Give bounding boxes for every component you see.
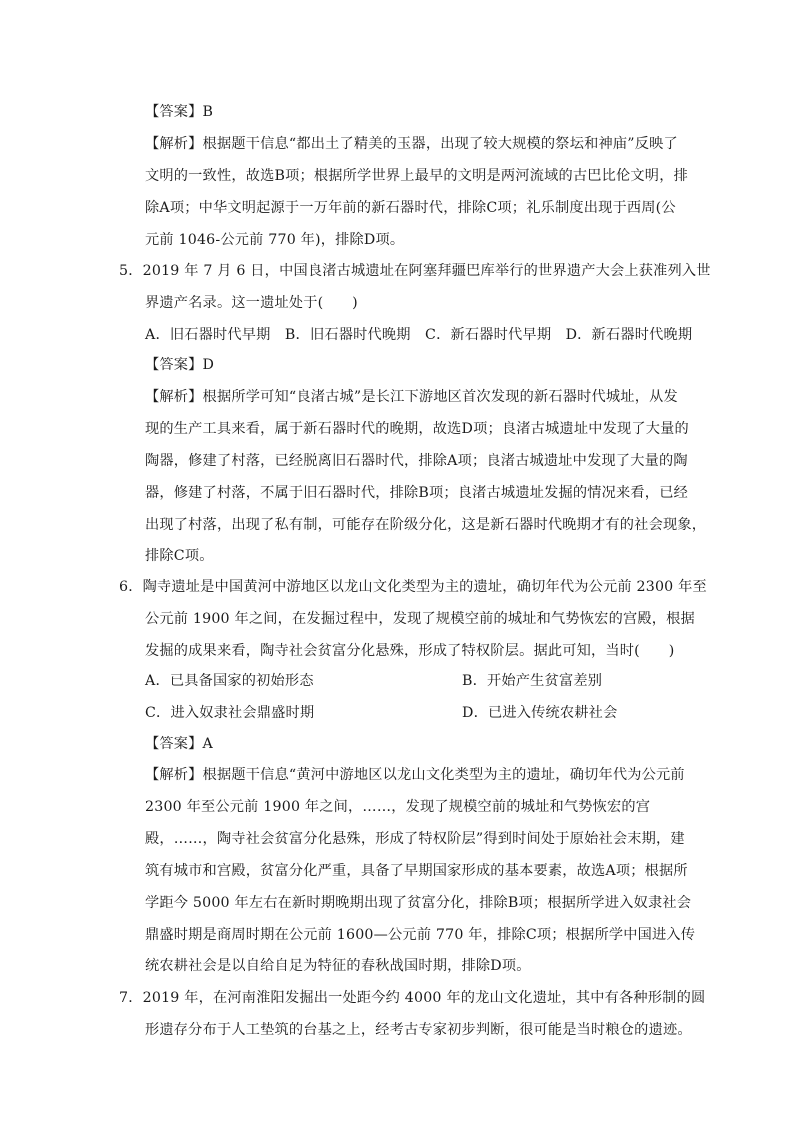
q6-stem-line-2: 公元前 1900 年之间，在发掘过程中，发现了规模空前的城址和气势恢宏的宫殿，根据 [145, 611, 695, 627]
q6-option-b: B．开始产生贫富差别 [462, 673, 603, 689]
q6-analysis-line-5: 学距今 5000 年左右在新时期晚期出现了贫富分化，排除B项；根据所学进入奴隶社会 [145, 895, 692, 911]
q5-analysis-line-6: 排除C项。 [145, 548, 214, 564]
q5-answer: 【答案】D [145, 357, 215, 373]
q6-option-d: D．已进入传统农耕社会 [462, 705, 618, 721]
q6-analysis-line-3: 殿，……，陶寺社会贫富分化悬殊，形成了特权阶层”得到时间处于原始社会末期，建 [145, 831, 685, 847]
q4-analysis-line-4: 元前 1046-公元前 770 年)，排除D项。 [145, 232, 405, 248]
q6-stem-line-3: 发掘的成果来看，陶寺社会贫富分化悬殊，形成了特权阶层。据此可知，当时( ) [145, 643, 675, 659]
q5-options: A．旧石器时代早期 B．旧石器时代晚期 C．新石器时代早期 D．新石器时代晚期 [145, 327, 693, 343]
q5-analysis-line-3: 陶器，修建了村落，已经脱离旧石器时代，排除A项；良渚古城遗址中发现了大量的陶 [145, 453, 688, 469]
q5-analysis-line-4: 器，修建了村落，不属于旧石器时代，排除B项；良渚古城遗址发掘的情况来看，已经 [145, 485, 688, 501]
q6-analysis-line-4: 筑有城市和宫殿，贫富分化严重，具备了早期国家形成的基本要素，故选A项；根据所 [145, 863, 688, 879]
q6-analysis-line-7: 统农耕社会是以自给自足为特征的春秋战国时期，排除D项。 [145, 958, 531, 974]
q5-analysis-line-1: 【解析】根据所学可知“良渚古城”是长江下游地区首次发现的新石器时代城址，从发 [145, 389, 678, 405]
q6-analysis-line-1: 【解析】根据题干信息“黄河中游地区以龙山文化类型为主的遗址，确切年代为公元前 [145, 767, 685, 783]
q7-stem-line-1: 7．2019 年，在河南淮阳发掘出一处距今约 4000 年的龙山文化遗址，其中有各种形制的圆 [119, 990, 706, 1006]
q6-option-c: C．进入奴隶社会鼎盛时期 [145, 705, 315, 721]
q5-stem-line-2: 界遗产名录。这一遗址处于( ) [145, 295, 358, 311]
q6-answer: 【答案】A [145, 736, 213, 752]
q5-analysis-line-5: 出现了村落，出现了私有制，可能存在阶级分化，这是新石器时代晚期才有的社会现象， [145, 517, 707, 533]
q6-option-a: A．已具备国家的初始形态 [145, 673, 314, 689]
q5-stem-line-1: 5．2019 年 7 月 6 日，中国良渚古城遗址在阿塞拜疆巴库举行的世界遗产大会上获准列入世 [119, 263, 711, 279]
q6-analysis-line-2: 2300 年至公元前 1900 年之间，……，发现了规模空前的城址和气势恢宏的宫 [145, 799, 651, 815]
q4-analysis-line-1: 【解析】根据题干信息“都出土了精美的玉器，出现了较大规模的祭坛和神庙”反映了 [145, 136, 678, 152]
q6-stem-line-1: 6．陶寺遗址是中国黄河中游地区以龙山文化类型为主的遗址，确切年代为公元前 2300 年至 [119, 579, 707, 595]
q6-analysis-line-6: 鼎盛时期是商周时期在公元前 1600—公元前 770 年，排除C项；根据所学中国进入传 [145, 927, 696, 943]
q7-stem-line-2: 形遗存分布于人工垫筑的台基之上，经考古专家初步判断，很可能是当时粮仓的遗迹。 [145, 1022, 692, 1038]
q4-answer: 【答案】B [145, 104, 214, 120]
q4-analysis-line-3: 除A项；中华文明起源于一万年前的新石器时代，排除C项；礼乐制度出现于西周(公 [145, 200, 676, 216]
q5-analysis-line-2: 现的生产工具来看，属于新石器时代的晚期，故选D项；良渚古城遗址中发现了大量的 [145, 421, 689, 437]
q4-analysis-line-2: 文明的一致性，故选B项；根据所学世界上最早的文明是两河流域的古巴比伦文明，排 [145, 168, 688, 184]
